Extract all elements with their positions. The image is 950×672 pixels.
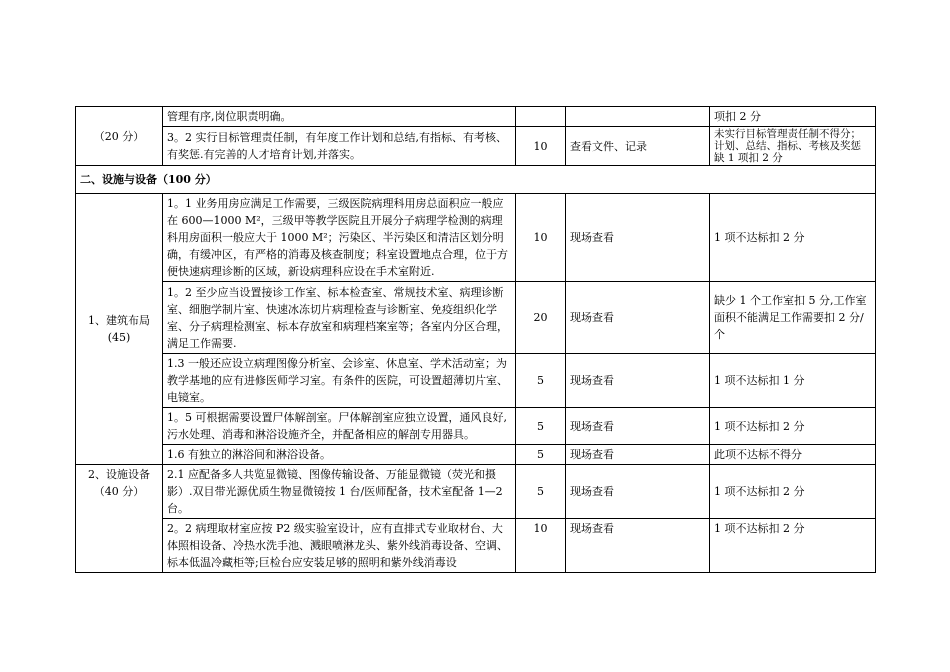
score-cell: 10 <box>516 519 566 573</box>
evaluation-table <box>75 106 876 573</box>
standard-cell: 项扣 2 分 <box>710 107 876 127</box>
category-name: 2、设施设备 <box>88 468 150 481</box>
score-cell: 5 <box>516 408 566 445</box>
score-cell: 5 <box>516 465 566 519</box>
item-cell: 3。2 实行目标管理责任制，有年度工作计划和总结,有指标、有考核、有奖惩.有完善的人才培育计划,并落实。 <box>163 127 516 166</box>
standard-cell: 未实行目标管理责任制不得分；计划、总结、指标、考核及奖惩缺 1 项扣 2 分 <box>710 127 876 166</box>
table-row <box>76 465 876 519</box>
table-row <box>76 194 876 282</box>
method-cell: 现场查看 <box>566 465 710 519</box>
standard-cell: 此项不达标不得分 <box>710 445 876 465</box>
score-cell: 10 <box>516 127 566 166</box>
item-cell: 1。5 可根据需要设置尸体解剖室。尸体解剖室应独立设置，通风良好,污水处理、消毒和淋浴设施齐全，并配备相应的解剖专用器具。 <box>163 408 516 445</box>
method-cell: 查看文件、记录 <box>566 127 710 166</box>
score-cell: 5 <box>516 354 566 408</box>
score-cell: 20 <box>516 282 566 354</box>
category-cell <box>76 194 163 465</box>
item-cell: 2.1 应配备多人共览显微镜、图像传输设备、万能显微镜（荧光和摄影）.双目带光源优质生物显微镜按 1 台/医师配备，技术室配备 1—2 台。 <box>163 465 516 519</box>
table-row <box>76 127 876 166</box>
standard-cell: 1 项不达标扣 2 分 <box>710 519 876 573</box>
method-cell: 现场查看 <box>566 194 710 282</box>
item-cell: 1.6 有独立的淋浴间和淋浴设备。 <box>163 445 516 465</box>
standard-cell: 1 项不达标扣 2 分 <box>710 465 876 519</box>
category-cell: （20 分） <box>76 127 163 166</box>
score-cell: 5 <box>516 445 566 465</box>
item-cell: 1。1 业务用房应满足工作需要，三级医院病理科用房总面积应一般应在 600—1000 M²，三级甲等教学医院且开展分子病理学检测的病理科用房面积一般应大于 1000 M²；污染区、半污染区和清洁区划分明确，有缓冲区，有严格的消毒及核查制度；科室设置地点合理，位于方便快速病理诊断的区域，新设病理科应设在手术室附近. <box>163 194 516 282</box>
table-row <box>76 408 876 445</box>
item-cell: 1。2 至少应当设置接诊工作室、标本检查室、常规技术室、病理诊断室、细胞学制片室、快速冰冻切片病理检查与诊断室、免疫组织化学室、分子病理检测室、标本存放室和病理档案室等；各室内分区合理，满足工作需要. <box>163 282 516 354</box>
score-cell <box>516 107 566 127</box>
item-cell: 管理有序,岗位职责明确。 <box>163 107 516 127</box>
standard-cell: 1 项不达标扣 2 分 <box>710 194 876 282</box>
method-cell: 现场查看 <box>566 282 710 354</box>
standard-cell: 1 项不达标扣 1 分 <box>710 354 876 408</box>
category-score: (45) <box>107 331 131 344</box>
method-cell: 现场查看 <box>566 354 710 408</box>
method-cell: 现场查看 <box>566 445 710 465</box>
score-cell: 10 <box>516 194 566 282</box>
category-score: （40 分） <box>93 485 145 498</box>
category-cell <box>76 465 163 573</box>
table-row <box>76 107 876 127</box>
item-cell: 1.3 一般还应设立病理图像分析室、会诊室、休息室、学术活动室；为教学基地的应有进修医师学习室。有条件的医院，可设置超薄切片室、电镜室。 <box>163 354 516 408</box>
standard-cell: 缺少 1 个工作室扣 5 分,工作室面积不能满足工作需要扣 2 分/个 <box>710 282 876 354</box>
category-name: 1、建筑布局 <box>88 314 150 327</box>
method-cell <box>566 107 710 127</box>
section-title: 二、设施与设备（100 分） <box>76 166 876 194</box>
table-row <box>76 445 876 465</box>
table-row <box>76 354 876 408</box>
method-cell: 现场查看 <box>566 519 710 573</box>
item-cell: 2。2 病理取材室应按 P2 级实验室设计，应有直排式专业取材台、大体照相设备、冷热水洗手池、溅眼喷淋龙头、紫外线消毒设备、空调、标本低温冷藏柜等;巨检台应安装足够的照明和紫外线消毒设 <box>163 519 516 573</box>
category-cell <box>76 107 163 127</box>
section-row <box>76 166 876 194</box>
table-row <box>76 282 876 354</box>
method-cell: 现场查看 <box>566 408 710 445</box>
table-row <box>76 519 876 573</box>
standard-cell: 1 项不达标扣 2 分 <box>710 408 876 445</box>
